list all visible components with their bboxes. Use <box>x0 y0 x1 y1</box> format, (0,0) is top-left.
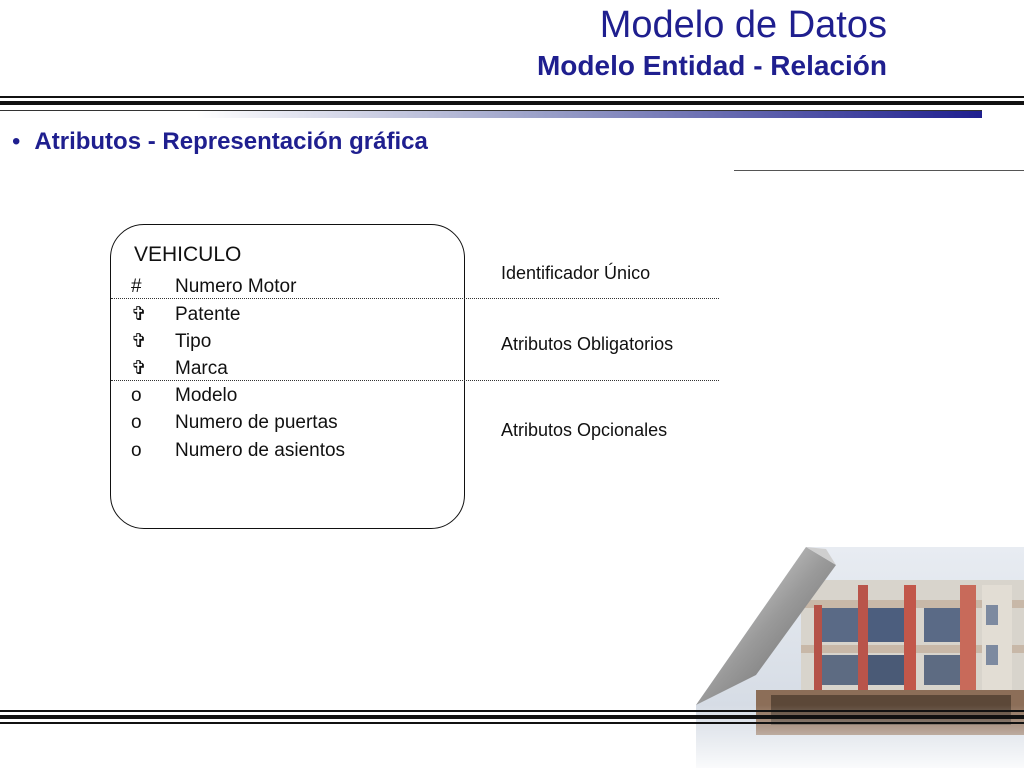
mandatory-symbol-icon: ✞ <box>131 358 147 379</box>
mandatory-symbol-icon: ✞ <box>131 304 147 325</box>
attribute-row <box>131 412 338 434</box>
attribute-name: Tipo <box>175 331 212 352</box>
attribute-name: Numero de puertas <box>175 412 338 433</box>
bottom-rule-thin <box>0 710 1024 712</box>
attribute-row <box>131 276 296 298</box>
attribute-name: Modelo <box>175 385 238 406</box>
slide-subtitle: Modelo Entidad - Relación <box>536 50 887 81</box>
top-rule-thin <box>0 96 1024 98</box>
top-rule-thick <box>0 101 1024 105</box>
attribute-row <box>131 303 241 326</box>
attribute-name: Patente <box>175 304 241 325</box>
bullet-dot: • <box>12 128 21 155</box>
building-photo-image <box>696 545 1024 768</box>
attribute-name: Numero de asientos <box>175 440 346 461</box>
optional-symbol: o <box>131 440 142 461</box>
bottom-rule-thin-2 <box>0 722 1024 724</box>
entity-name: VEHICULO <box>134 243 242 266</box>
unique-identifier-symbol: # <box>131 276 142 297</box>
legend-unique-identifier: Identificador Único <box>501 263 651 283</box>
optional-symbol: o <box>131 385 142 406</box>
legend-optional-attributes: Atributos Opcionales <box>501 420 668 440</box>
legend-mandatory-attributes: Atributos Obligatorios <box>501 334 674 354</box>
bottom-rule-thick <box>0 715 1024 719</box>
attribute-row <box>131 440 345 462</box>
top-rule-gradient-bar <box>0 110 982 118</box>
slide-title: Modelo de Datos <box>599 4 887 46</box>
group-divider-mandatory <box>111 380 719 381</box>
attribute-name: Marca <box>175 358 228 379</box>
attribute-row <box>131 330 211 353</box>
mandatory-symbol-icon: ✞ <box>131 331 147 352</box>
group-divider-unique <box>111 298 719 299</box>
section-heading-text: Atributos - Representación gráfica <box>34 128 428 155</box>
attribute-row <box>131 385 237 407</box>
section-heading <box>12 128 428 156</box>
top-rule-gradient-line <box>0 110 982 111</box>
attribute-name: Numero Motor <box>175 276 297 297</box>
heading-rule <box>734 170 1024 171</box>
optional-symbol: o <box>131 412 142 433</box>
attribute-row <box>131 357 228 380</box>
